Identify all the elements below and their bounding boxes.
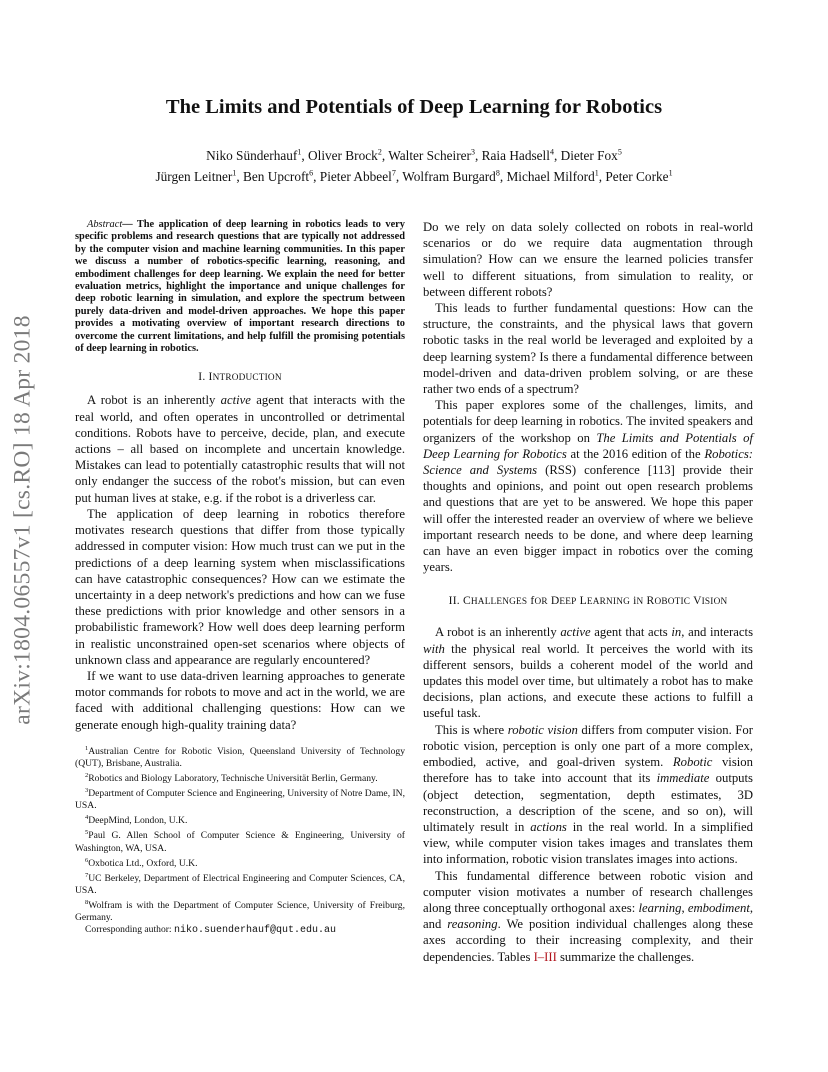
text-run: outputs (object detection, segmentation, depth estimates, 3D reconstruction, a description of the scene, and so on), will ultimately result in <box>423 771 753 834</box>
section-heading-text: I. INTRODUCTION <box>198 370 282 384</box>
text-run: This paper explores some of the challenges, limits, and potentials for deep learning in robotics. The invited speakers and organizers of the workshop on <box>423 398 753 445</box>
author-affiliation-mark: 6 <box>309 168 314 178</box>
footnote-number: 1 <box>85 744 89 752</box>
author-name: Peter Corke <box>605 169 669 184</box>
text-run: agent that acts <box>590 625 672 640</box>
footnote-number: 2 <box>85 771 89 779</box>
author-affiliation-mark: 5 <box>617 147 622 157</box>
text-run: summarize the challenges. <box>556 949 695 964</box>
footnote-text: Australian Centre for Robotic Vision, Queensland University of Technology (QUT), Brisbane, Australia. <box>75 745 405 769</box>
author-affiliation-mark: 4 <box>549 147 554 157</box>
footnote-text: Paul G. Allen School of Computer Science & Engineering, University of Washington, WA, USA. <box>75 830 405 854</box>
section-heading-text: II. CHALLENGES fOR DEEP LEARNING iN ROBOTIC VISION <box>448 594 728 608</box>
emphasis: reasoning <box>447 917 498 932</box>
emphasis: robotic vision <box>507 722 578 737</box>
text-run: A robot is an inherently <box>87 393 221 408</box>
intro-paragraph-5 <box>423 397 753 575</box>
emphasis: immediate <box>656 771 710 786</box>
text-run: in the real world. In a simplified view, while computer vision takes images and translates them into information, robotic vision translates images into actions. <box>423 819 753 867</box>
emphasis: learning <box>638 900 682 915</box>
author-affiliation-mark: 1 <box>594 168 599 178</box>
footnote-text: Oxbotica Ltd., Oxford, U.K. <box>88 857 198 869</box>
challenges-paragraph-1 <box>423 624 753 721</box>
author-name: Jürgen Leitner <box>155 169 233 184</box>
footnote <box>75 897 405 924</box>
section-heading-introduction <box>75 369 405 386</box>
author-affiliation-mark: 7 <box>391 168 396 178</box>
author-name: Wolfram Burgard <box>402 169 496 184</box>
author-name: Ben Upcroft <box>243 169 310 184</box>
text-run: . We position individual challenges along these axes according to their increasing complexity, and their dependencies. Tables <box>423 917 753 964</box>
footnote <box>75 812 405 827</box>
abstract <box>75 219 405 355</box>
emphasis: with <box>423 641 445 656</box>
footnote-number: 5 <box>85 829 89 837</box>
text-run: A robot is an inherently <box>435 625 561 640</box>
text-run: , and <box>423 900 754 932</box>
tables-reference-link[interactable]: I–III <box>533 949 557 964</box>
text-run: at the 2016 edition of the <box>566 446 705 461</box>
section-heading-challenges <box>423 593 753 610</box>
intro-paragraph-3: If we want to use data-driven learning approaches to generate motor commands for robots to move and act in the world, we are faced with additional challenging questions: How can we generate enough high-quality training data? <box>75 668 405 732</box>
author-name: Niko Sünderhauf <box>206 148 298 163</box>
corresponding-label: Corresponding author: <box>85 924 174 936</box>
emphasis: embodiment <box>687 900 750 915</box>
emphasis: in <box>671 625 682 640</box>
intro-paragraph-1 <box>75 392 405 505</box>
author-name: Dieter Fox <box>560 148 618 163</box>
abstract-text: — The application of deep learning in robotics leads to very specific problems and research questions that are typically not addressed by the computer vision and machine learning communities. In this paper we discuss a number of robotics-specific learning, reasoning, and embodiment challenges for deep learning. We explain the need for better evaluation metrics, highlight the importance and unique challenges for deep robotic learning in simulation, and explore the spectrum between purely data-driven and model-driven approaches. We hope this paper provides a motivating overview of important research directions to overcome the current limitations, and help fulfill the promising potentials of deep learning in robotics. <box>75 219 405 355</box>
footnote-number: 7 <box>85 871 89 879</box>
author-name: Michael Milford <box>506 169 595 184</box>
text-run: the physical real world. It perceives the world with its different sensors, builds a coherent model of the world and updates this model over time, but ultimately a robot has to make decisions, plan actions, and execute these actions to fulfill a useful task. <box>423 641 753 721</box>
affiliation-footnotes <box>75 743 405 925</box>
emphasis: active <box>560 625 591 640</box>
author-affiliation-mark: 2 <box>377 147 382 157</box>
author-affiliation-mark: 1 <box>297 147 302 157</box>
text-run: vision therefore has to take into account that its <box>423 755 753 786</box>
emphasis: Robotics: Science and Systems <box>423 446 753 478</box>
author-name: Raia Hadsell <box>481 148 550 163</box>
challenges-paragraph-3 <box>423 868 753 965</box>
footnote-number: 3 <box>85 787 89 795</box>
author-affiliation-mark: 1 <box>232 168 237 178</box>
footnote-text: UC Berkeley, Department of Electrical Engineering and Computer Sciences, CA, USA. <box>75 873 405 897</box>
intro-paragraph-2: The application of deep learning in robotics therefore motivates research questions that differ from those typically addressed in computer vision: How much trust can we put in the predictions of a deep learning system when misclassifications can have catastrophic consequences? How can we estimate the uncertainty in a deep network's predictions and how can we fuse these predictions with prior knowledge and other sensors in a probabilistic framework? How well does deep learning perform in realistic unconstrained open-set scenarios where objects of unknown class and appearance are regularly encountered? <box>75 506 405 667</box>
text-run: differs from computer vision. For robotic vision, perception is only one part of a more complex, embodied, active, and goal-driven system. <box>423 722 753 770</box>
right-column <box>423 219 753 965</box>
footnote <box>75 785 405 812</box>
footnote <box>75 855 405 870</box>
footnote <box>75 743 405 770</box>
author-affiliation-mark: 8 <box>495 168 500 178</box>
author-line-1: Niko Sünderhauf$^1$, Oliver Brock$^2$, Walter Scheirer$^3$, Raia Hadsell$^4$, Dieter Fox$^5$ <box>206 147 622 163</box>
footnote-text: DeepMind, London, U.K. <box>88 815 188 827</box>
footnote <box>75 770 405 785</box>
author-name: Oliver Brock <box>308 148 378 163</box>
footnote-text: Robotics and Biology Laboratory, Technische Universität Berlin, Germany. <box>88 773 378 785</box>
text-run: agent that interacts with the real world, and often operates in uncontrolled or detrimental conditions. Robots have to perceive, decide, plan, and execute actions – all based on incomplete and uncertain knowledge. Mistakes can lead to potentially catastrophic results that will not only endanger the success of the robot's mission, but can even put human lives at stake, e.g. if the robot is a driverless car. <box>75 393 405 505</box>
author-name: Pieter Abbeel <box>319 169 392 184</box>
text-run: This fundamental difference between robotic vision and computer vision motivates a number of research challenges along three conceptually orthogonal axes: <box>423 868 753 915</box>
footnote-number: 6 <box>85 856 89 864</box>
emphasis: active <box>220 393 251 408</box>
challenges-paragraph-2 <box>423 722 753 868</box>
emphasis: Robotic <box>672 755 713 770</box>
text-run: , and interacts <box>681 625 754 640</box>
footnote-text: Department of Computer Science and Engineering, University of Notre Dame, IN, USA. <box>75 788 406 812</box>
paper-title: The Limits and Potentials of Deep Learning for Robotics <box>165 96 663 118</box>
footnote-text: Wolfram is with the Department of Computer Science, University of Freiburg, Germany. <box>75 900 405 924</box>
text-run: , <box>681 900 688 915</box>
text-run: This is where <box>435 722 508 737</box>
left-column <box>75 219 405 937</box>
author-affiliation-mark: 3 <box>470 147 475 157</box>
intro-paragraph-3-continued: Do we rely on data solely collected on robots in real-world scenarios or do we require data augmentation through simulation? How can we ensure the learned policies transfer well to different situations, from simulation to reality, or between different robots? <box>423 220 753 299</box>
footnote <box>75 827 405 854</box>
corresponding-author <box>75 924 405 937</box>
footnote <box>75 870 405 897</box>
author-affiliation-mark: 1 <box>668 168 673 178</box>
abstract-label: Abstract <box>87 219 123 230</box>
corresponding-email-link[interactable]: niko.suenderhauf@qut.edu.au <box>174 925 337 937</box>
author-line-2: Jürgen Leitner$^1$, Ben Upcroft$^6$, Pieter Abbeel$^7$, Wolfram Burgard$^8$, Michael Milford$^1$, Peter Corke$^1$ <box>155 168 673 184</box>
footnote-number: 4 <box>85 814 89 822</box>
text-run: (RSS) conference [113] provide their thoughts and opinions, and point out open research problems and questions that are yet to be answered. We hope this paper will offer the interested reader an overview of where we believe important research needs to be done, and where deep learning can have an even bigger impact in robotics over the coming years. <box>423 463 753 575</box>
author-list <box>60 145 768 187</box>
intro-paragraph-4: This leads to further fundamental questions: How can the structure, the constraints, and the physical laws that govern robotic tasks in the real world be leveraged and exploited by a deep learning system? Is there a fundamental difference between model-driven and data-driven problem solving, or are these rather two ends of a spectrum? <box>423 301 753 397</box>
footnote-number: 8 <box>85 899 89 907</box>
author-name: Walter Scheirer <box>388 148 471 163</box>
arxiv-identifier-stamp: arXiv:1804.06557v1 [cs.RO] 18 Apr 2018 <box>9 315 36 725</box>
emphasis: actions <box>530 819 567 834</box>
emphasis: The Limits and Potentials of Deep Learning for Robotics <box>423 430 753 461</box>
